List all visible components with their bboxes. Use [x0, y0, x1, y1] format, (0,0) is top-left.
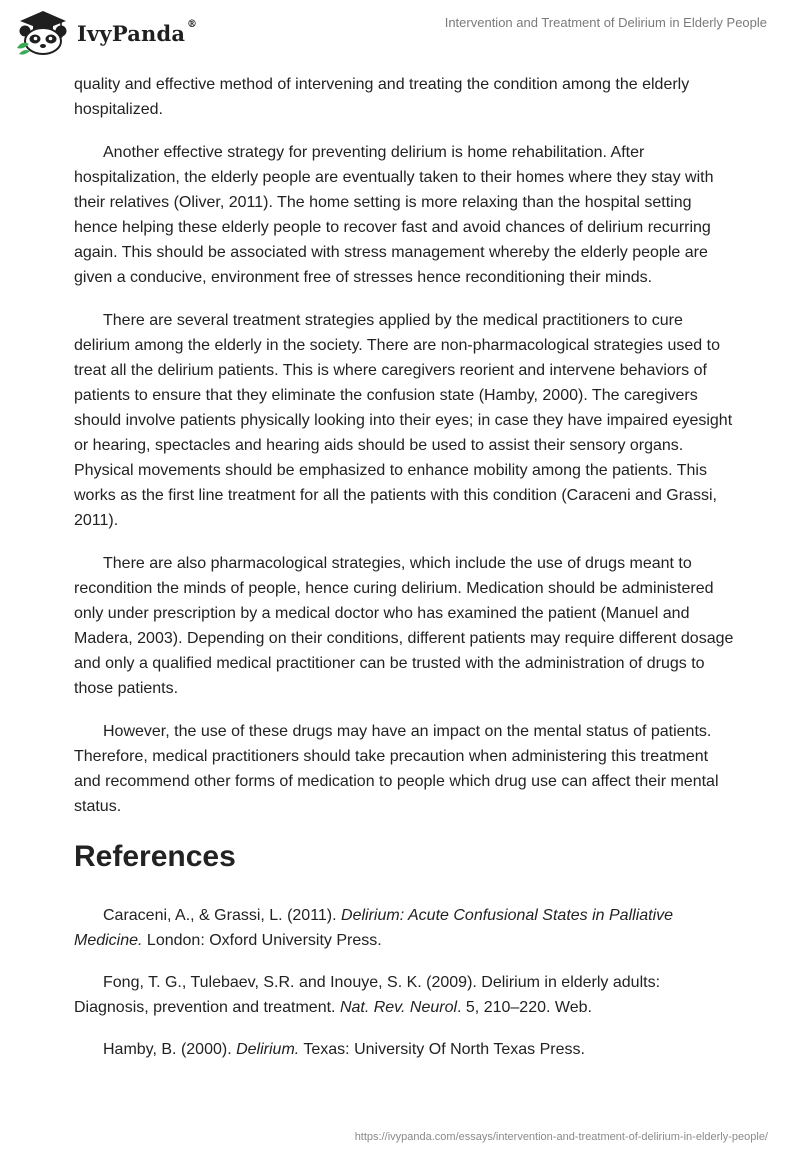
- reference-item: [74, 970, 734, 1020]
- reference-item: [74, 1037, 734, 1062]
- paragraph-continued: quality and effective method of intervening and treating the condition among the elderly hospitalized.: [74, 76, 690, 118]
- paragraph-treatment-strategies: There are several treatment strategies applied by the medical practitioners to cure delirium among the elderly in the society. There are non-pharmacological strategies used to treat all the delirium patients. This is where caregivers reorient and intervene behaviors of patients to ensure that they eliminate the confusion state (Hamby, 2000). The caregivers should involve patients physically looking into their eyes; in case they have impaired eyesight or hearing, spectacles and hearing aids should be used to assist their sensory organs. Physical movements should be emphasized to enhance mobility among the patients. This works as the first line treatment for all the patients with this condition (Caraceni and Grassi, 2011).: [74, 312, 733, 529]
- reference-author: Caraceni, A., & Grassi, L. (2011).: [103, 907, 342, 924]
- paragraph-drug-impact: However, the use of these drugs may have an impact on the mental status of patients. Therefore, medical practitioners should take precaution when administering this treatment and recommend other forms of medication to people which drug use can affect their mental status.: [74, 723, 719, 815]
- reference-author: Hamby, B. (2000).: [103, 1041, 237, 1058]
- registered-mark: ®: [187, 19, 197, 30]
- reference-publisher: Texas: University Of North Texas Press.: [299, 1041, 585, 1058]
- document-title: Intervention and Treatment of Delirium in Elderly People: [444, 15, 767, 30]
- references-heading: References: [74, 840, 236, 873]
- source-url-link[interactable]: https://ivypanda.com/essays/intervention-and-treatment-of-delirium-in-elderly-people/: [354, 1131, 768, 1143]
- page-header: [0, 0, 800, 70]
- reference-title: Nat. Rev. Neurol: [339, 999, 458, 1016]
- paragraph-home-rehabilitation: Another effective strategy for preventing delirium is home rehabilitation. After hospitalization, the elderly people are eventually taken to their homes where they stay with their relatives (Oliver, 2011). The home setting is more relaxing than the hospital setting hence helping these elderly people to recover fast and avoid chances of delirium recurring again. This should be associated with stress management whereby the elderly people are given a conducive, environment free of stresses hence reconditioning their minds.: [74, 144, 714, 286]
- reference-author: Fong, T. G., Tulebaev, S.R. and Inouye, S. K. (2009). Delirium in elderly adults: Diagnosis, prevention and treatment.: [74, 974, 661, 1016]
- ivypanda-logo[interactable]: [14, 8, 214, 56]
- logo-text: IvyPanda: [77, 21, 186, 46]
- reference-title: Delirium.: [236, 1041, 300, 1058]
- paragraph-pharmacological: There are also pharmacological strategies, which include the use of drugs meant to recondition the minds of people, hence curing delirium. Medication should be administered only under prescription by a medical doctor who has examined the patient (Manuel and Madera, 2003). Depending on their conditions, different patients may require different dosage and only a qualified medical practitioner can be trusted with the administration of drugs to those patients.: [74, 555, 734, 697]
- essay-content: [74, 72, 734, 1079]
- reference-publisher: . 5, 210–220. Web.: [457, 999, 592, 1016]
- reference-publisher: London: Oxford University Press.: [142, 932, 382, 949]
- reference-item: [74, 903, 734, 953]
- reference-title: Delirium: Acute Confusional States in Palliative Medicine.: [74, 907, 674, 949]
- panda-logo-icon: [14, 8, 72, 56]
